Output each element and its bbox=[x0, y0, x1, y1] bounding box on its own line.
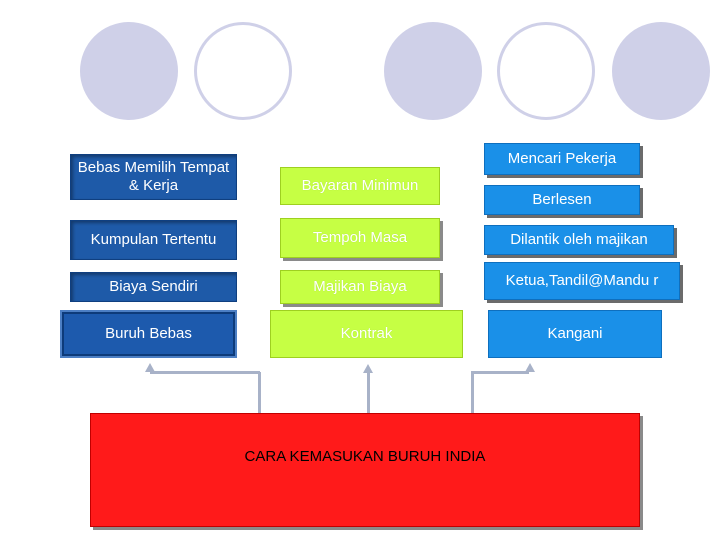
main-label: CARA KEMASUKAN BURUH INDIA bbox=[244, 448, 486, 465]
right-item-2: Berlesen bbox=[484, 185, 640, 215]
connector-trunk-mid bbox=[367, 372, 370, 414]
right-base-box: Kangani bbox=[488, 310, 662, 358]
right-item-4: Ketua,Tandil@Mandu r bbox=[484, 262, 680, 300]
left-item-1: Bebas Memilih Tempat & Kerja bbox=[70, 154, 237, 200]
middle-base-box: Kontrak bbox=[270, 310, 463, 358]
right-item-3: Dilantik oleh majikan bbox=[484, 225, 674, 255]
arrow-up-mid-icon bbox=[363, 364, 373, 373]
left-base-box: Buruh Bebas bbox=[60, 310, 237, 358]
decor-circle-2 bbox=[194, 22, 292, 120]
connector-horizontal-left bbox=[150, 371, 260, 374]
decor-circle-3 bbox=[384, 22, 482, 120]
arrow-up-right-icon bbox=[525, 363, 535, 372]
decor-circle-4 bbox=[497, 22, 595, 120]
middle-item-2-label: Tempoh Masa bbox=[312, 229, 408, 246]
connector-trunk-right bbox=[471, 372, 474, 414]
middle-item-3: Majikan Biaya bbox=[280, 270, 440, 304]
connector-trunk-left bbox=[258, 372, 261, 414]
decor-circle-5 bbox=[612, 22, 710, 120]
middle-item-1: Bayaran Minimun bbox=[280, 167, 440, 205]
decor-circle-1 bbox=[80, 22, 178, 120]
connector-horizontal-right bbox=[471, 371, 529, 374]
left-item-3: Biaya Sendiri bbox=[70, 272, 237, 302]
middle-item-2 bbox=[280, 218, 440, 258]
right-item-1: Mencari Pekerja bbox=[484, 143, 640, 175]
arrow-up-left-icon bbox=[145, 363, 155, 372]
left-item-2: Kumpulan Tertentu bbox=[70, 220, 237, 260]
main-box bbox=[90, 413, 640, 527]
